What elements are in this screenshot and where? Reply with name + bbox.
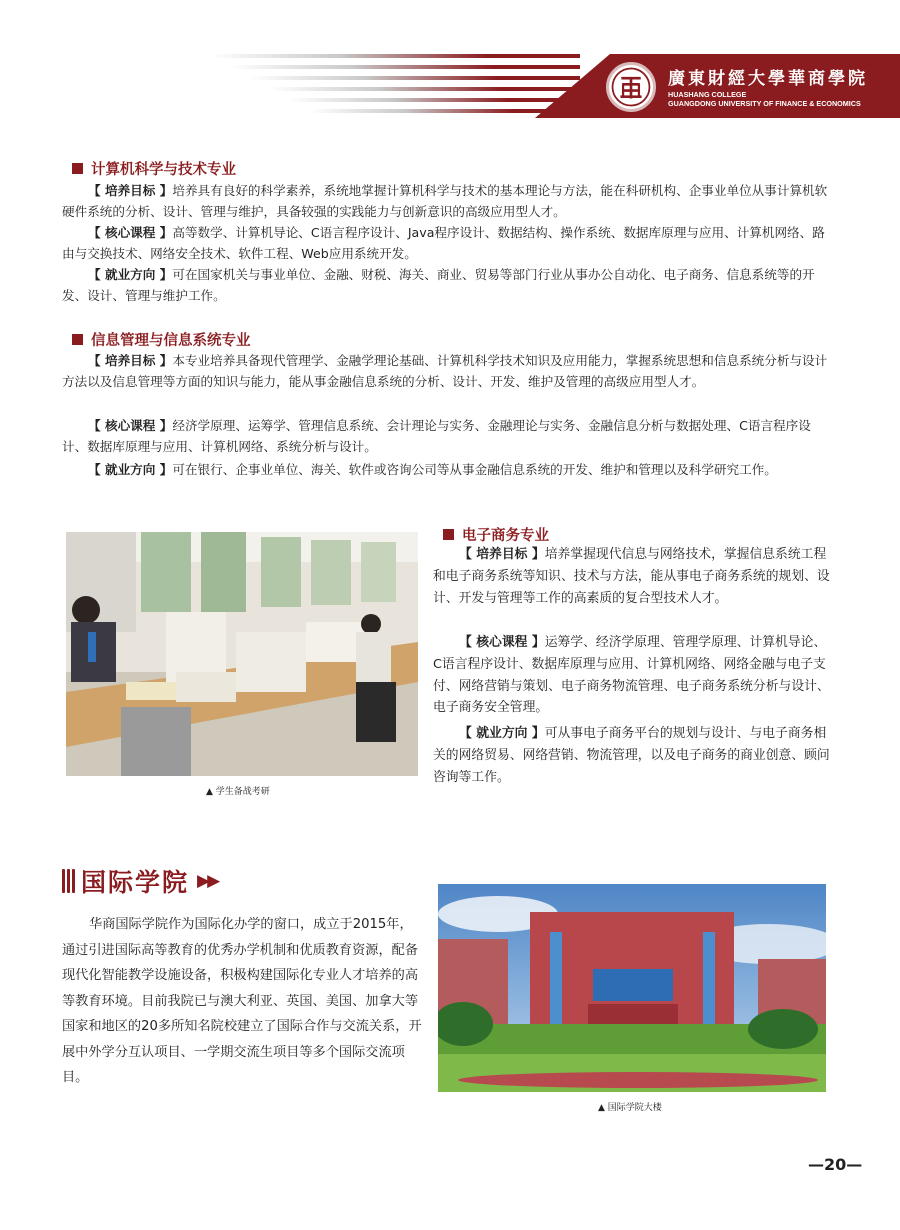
career-label: 【 就业方向 】 xyxy=(88,267,173,282)
square-bullet-icon xyxy=(72,334,83,345)
ec-major-title: 电子商务专业 xyxy=(462,528,549,544)
intl-college-title: 国际学院 xyxy=(81,868,190,897)
career-label: 【 就业方向 】 xyxy=(88,462,173,477)
ims-goal-paragraph xyxy=(62,350,832,392)
intl-college-heading xyxy=(62,866,217,896)
cs-major-heading xyxy=(72,158,236,179)
intl-college-paragraph xyxy=(62,912,424,1091)
goal-label: 【 培养目标 】 xyxy=(88,183,173,198)
header-stripes xyxy=(200,54,580,120)
double-arrow-icon: ▶▶ xyxy=(197,871,218,891)
career-text: 可在国家机关与事业单位、金融、财税、海关、商业、贸易等部门行业从事办公自动化、电子商务、信息系统等的开发、设计、管理与维护工作。 xyxy=(62,267,815,303)
square-bullet-icon xyxy=(72,163,83,174)
ims-career-paragraph xyxy=(62,459,832,480)
school-name-en-2: GUANGDONG UNIVERSITY OF FINANCE & ECONOMICS xyxy=(668,99,861,108)
page-number: —20— xyxy=(808,1155,863,1174)
goal-label: 【 培养目标 】 xyxy=(459,547,545,562)
cs-major-title: 计算机科学与技术专业 xyxy=(91,162,236,178)
courses-text: 经济学原理、运筹学、管理信息系统、会计理论与实务、金融理论与实务、金融信息分析与数据处理、C语言程序设计、数据库原理与应用、计算机网络、系统分析与设计。 xyxy=(62,418,811,454)
courses-label: 【 核心课程 】 xyxy=(459,635,545,650)
building-photo-caption: ▲ 国际学院大楼 xyxy=(598,1103,662,1113)
cs-career-paragraph xyxy=(62,264,832,306)
ec-major-heading xyxy=(443,524,549,545)
goal-text: 本专业培养具备现代管理学、金融学理论基础、计算机科学技术知识及应用能力，掌握系统思想和信息系统分析与设计方法以及信息管理等方面的知识与能力，能从事金融信息系统的分析、设计、开发、维护及管理的高级应用型人才。 xyxy=(62,353,828,389)
study-photo xyxy=(66,532,418,776)
courses-label: 【 核心课程 】 xyxy=(88,225,173,240)
ec-courses-paragraph xyxy=(433,632,831,719)
career-label: 【 就业方向 】 xyxy=(459,726,545,741)
intl-college-text: 华商国际学院作为国际化办学的窗口，成立于2015年，通过引进国际高等教育的优秀办学机制和优质教育资源，配备现代化智能教学设施设备，积极构建国际化专业人才培养的高等教育环境。目前我院已与澳大利亚、英国、美国、加拿大等国家和地区的20多所知名院校建立了国际合作与交流关系，开展中外学分互认项目、一学期交流生项目等多个国际交流项目。 xyxy=(62,917,422,1085)
goal-text: 培养具有良好的科学素养，系统地掌握计算机科学与技术的基本理论与方法，能在科研机构、企事业单位从事计算机软硬件系统的分析、设计、管理与维护，具备较强的实践能力与创新意识的高级应用型人才。 xyxy=(62,183,828,219)
courses-text: 运筹学、经济学原理、管理学原理、计算机导论、C语言程序设计、数据库原理与应用、计算机网络、网络金融与电子支付、网络营销与策划、电子商务物流管理、电子商务系统分析与设计、电子商务安全管理。 xyxy=(433,635,830,716)
career-text: 可从事电子商务平台的规划与设计、与电子商务相关的网络贸易、网络营销、物流管理，以及电子商务的商业创意、顾问咨询等工作。 xyxy=(433,726,830,785)
cs-goal-paragraph xyxy=(62,180,832,222)
school-name-en-1: HUASHANG COLLEGE xyxy=(668,90,747,99)
courses-label: 【 核心课程 】 xyxy=(88,418,173,433)
ec-goal-paragraph xyxy=(433,544,831,609)
career-text: 可在银行、企事业单位、海关、软件或咨询公司等从事金融信息系统的开发、维护和管理以及科学研究工作。 xyxy=(172,462,777,477)
school-name-cn: 廣東財經大學華商學院 xyxy=(668,69,868,89)
ims-courses-paragraph xyxy=(62,415,832,457)
courses-text: 高等数学、计算机导论、C语言程序设计、Java程序设计、数据结构、操作系统、数据库原理与应用、计算机网络、路由与交换技术、网络安全技术、软件工程、Web应用系统开发。 xyxy=(62,225,825,261)
study-photo-caption: ▲ 学生备战考研 xyxy=(206,787,270,797)
building-photo xyxy=(438,884,826,1092)
school-logo-icon xyxy=(606,62,656,112)
decorative-bars-icon xyxy=(62,869,75,893)
goal-label: 【 培养目标 】 xyxy=(88,353,173,368)
ims-major-title: 信息管理与信息系统专业 xyxy=(91,333,251,349)
cs-courses-paragraph xyxy=(62,222,832,264)
ec-career-paragraph xyxy=(433,723,831,788)
square-bullet-icon xyxy=(443,529,454,540)
goal-text: 培养掌握现代信息与网络技术，掌握信息系统工程和电子商务系统等知识、技术与方法，能从事电子商务系统的规划、设计、开发与管理等工作的高素质的复合型技术人才。 xyxy=(433,547,830,606)
ims-major-heading xyxy=(72,329,251,350)
